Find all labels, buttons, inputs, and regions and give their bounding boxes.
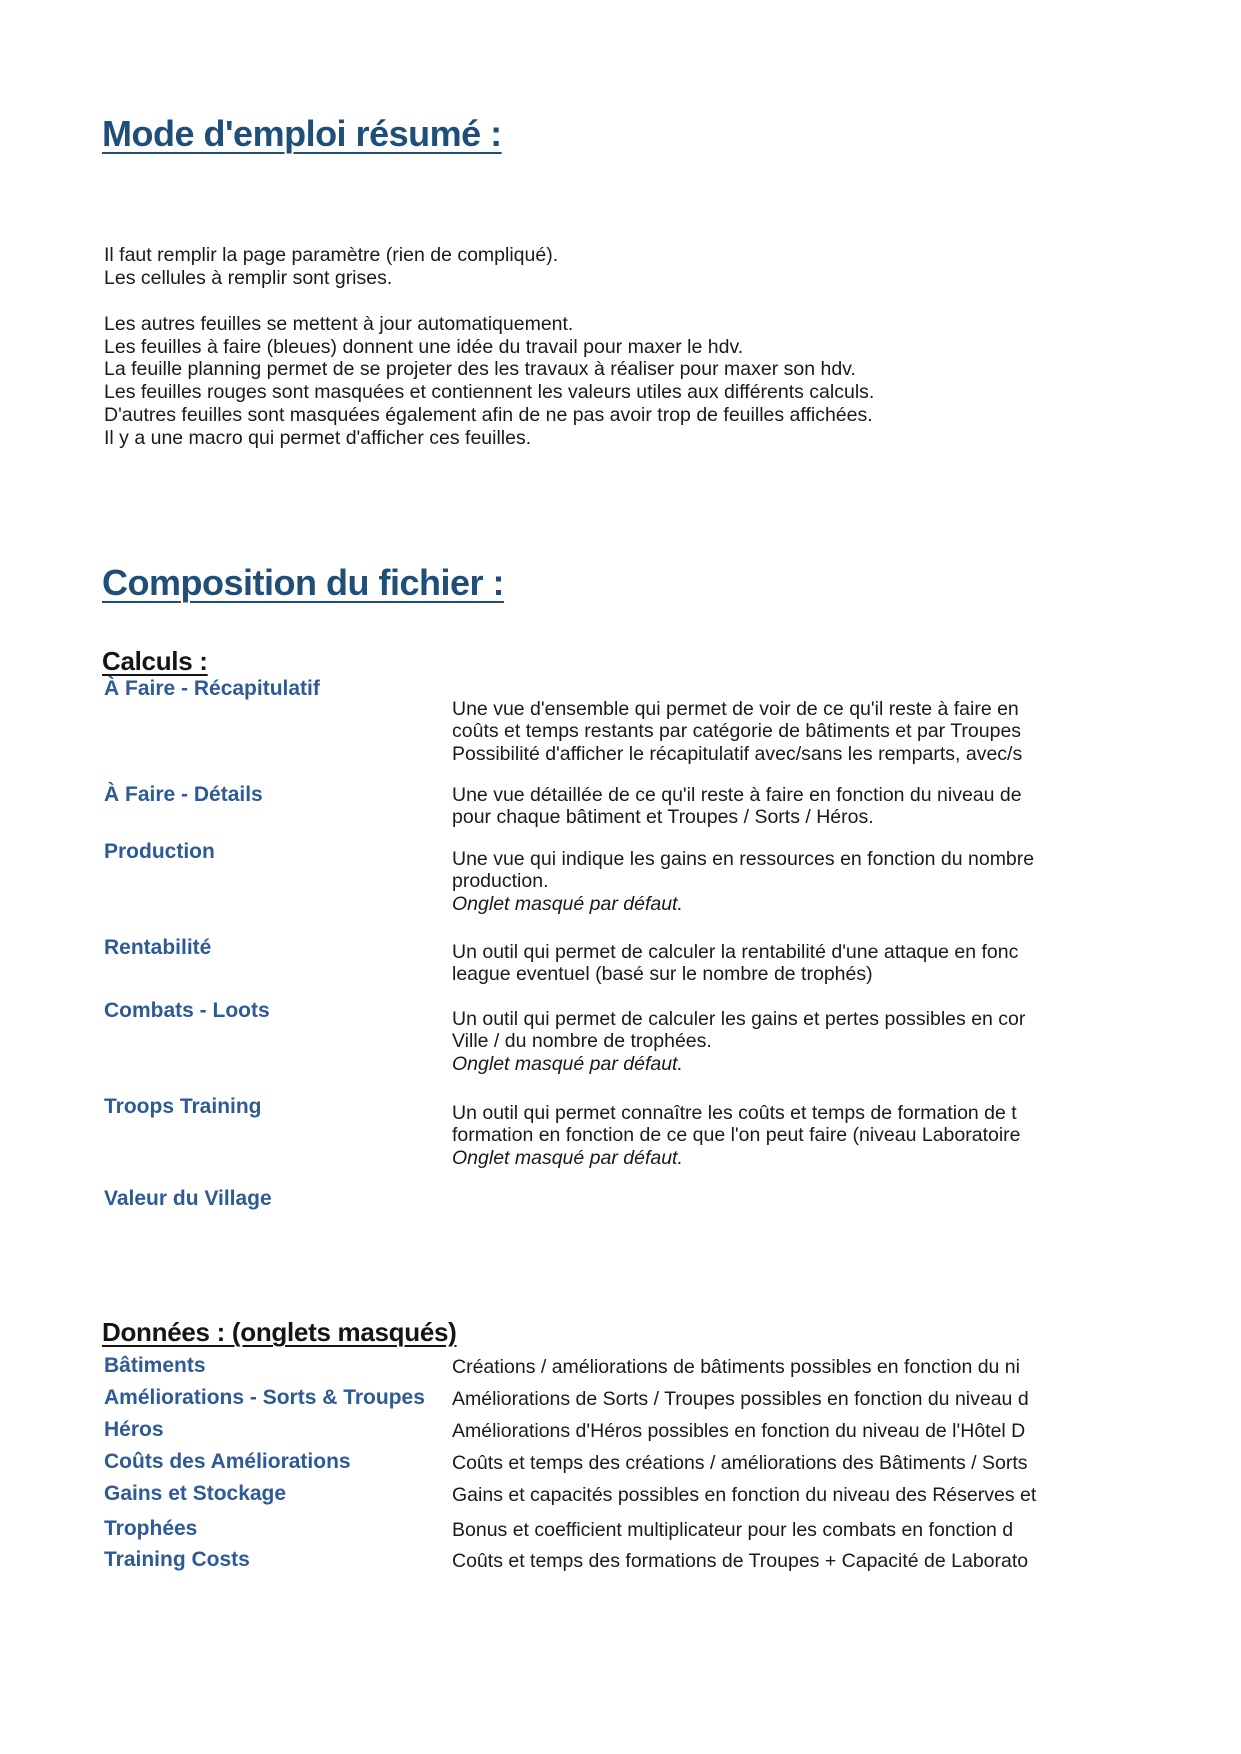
sheet-label-production: Production	[104, 840, 215, 863]
data-sheet-desc-ameliorations: Améliorations de Sorts / Troupes possibles en fonction du niveau d	[452, 1388, 1029, 1410]
desc-line: coûts et temps restants par catégorie de bâtiments et par Troupes	[452, 720, 1022, 743]
data-sheet-label-couts-ameliorations: Coûts des Améliorations	[104, 1450, 351, 1473]
sheet-desc-troops-training	[452, 1102, 1082, 1169]
desc-line: league eventuel (basé sur le nombre de trophés)	[452, 963, 873, 986]
page-title: Mode d'emploi résumé :	[102, 113, 502, 154]
desc-line: pour chaque bâtiment et Troupes / Sorts / Héros.	[452, 806, 874, 829]
data-sheet-desc-couts-ameliorations: Coûts et temps des créations / améliorations des Bâtiments / Sorts	[452, 1452, 1028, 1474]
desc-line: Une vue d'ensemble qui permet de voir de ce qu'il reste à faire en	[452, 698, 1019, 720]
intro-paragraph	[104, 244, 874, 450]
sheet-desc-combats-loots	[452, 1008, 1082, 1075]
intro-line	[104, 290, 874, 313]
intro-line: Les cellules à remplir sont grises.	[104, 266, 393, 289]
intro-line: Les feuilles à faire (bleues) donnent une idée du travail pour maxer le hdv.	[104, 335, 744, 358]
desc-line: Une vue qui indique les gains en ressources en fonction du nombre	[452, 848, 1035, 870]
donnees-heading: Données : (onglets masqués)	[102, 1317, 457, 1347]
data-sheet-label-heros: Héros	[104, 1418, 164, 1441]
desc-line: Un outil qui permet de calculer la rentabilité d'une attaque en fonc	[452, 941, 1019, 963]
data-sheet-label-gains-stockage: Gains et Stockage	[104, 1482, 287, 1505]
sheet-label-rentabilite: Rentabilité	[104, 936, 212, 959]
data-sheet-label-trophees: Trophées	[104, 1517, 198, 1540]
data-sheet-label-ameliorations: Améliorations - Sorts & Troupes	[104, 1386, 425, 1409]
desc-line: Ville / du nombre de trophées.	[452, 1030, 712, 1053]
data-sheet-label-training-costs: Training Costs	[104, 1548, 250, 1571]
desc-line: Une vue détaillée de ce qu'il reste à faire en fonction du niveau de	[452, 784, 1022, 806]
data-sheet-desc-heros: Améliorations d'Héros possibles en fonction du niveau de l'Hôtel D	[452, 1420, 1026, 1442]
sheet-desc-a-faire-recapitulatif	[452, 698, 1082, 765]
desc-note-hidden-tab: Onglet masqué par défaut.	[452, 1146, 683, 1169]
section-title-composition: Composition du fichier :	[102, 562, 504, 603]
desc-note-hidden-tab: Onglet masqué par défaut.	[452, 1052, 683, 1075]
desc-line: Un outil qui permet connaître les coûts et temps de formation de t	[452, 1102, 1017, 1124]
intro-line: Il y a une macro qui permet d'afficher ces feuilles.	[104, 427, 532, 450]
data-sheet-desc-batiments: Créations / améliorations de bâtiments possibles en fonction du ni	[452, 1356, 1020, 1378]
desc-line: formation en fonction de ce que l'on peut faire (niveau Laboratoire	[452, 1124, 1021, 1147]
intro-line: Il faut remplir la page paramètre (rien de compliqué).	[104, 244, 559, 266]
data-sheet-label-batiments: Bâtiments	[104, 1354, 206, 1377]
intro-line: La feuille planning permet de se projeter des les travaux à réaliser pour maxer son hdv.	[104, 358, 856, 381]
desc-note-hidden-tab: Onglet masqué par défaut.	[452, 892, 683, 915]
sheet-desc-rentabilite	[452, 941, 1082, 986]
data-sheet-desc-gains-stockage: Gains et capacités possibles en fonction du niveau des Réserves et	[452, 1484, 1037, 1506]
sheet-label-a-faire-details: À Faire - Détails	[104, 783, 263, 806]
sheet-desc-a-faire-details	[452, 784, 1082, 829]
intro-line: D'autres feuilles sont masquées également afin de ne pas avoir trop de feuilles affichées.	[104, 404, 873, 427]
sheet-label-combats-loots: Combats - Loots	[104, 999, 270, 1022]
desc-line: Possibilité d'afficher le récapitulatif avec/sans les remparts, avec/s	[452, 742, 1023, 765]
sheet-desc-production	[452, 848, 1082, 915]
desc-line: Un outil qui permet de calculer les gains et pertes possibles en cor	[452, 1008, 1026, 1030]
sheet-label-a-faire-recapitulatif: À Faire - Récapitulatif	[104, 677, 320, 700]
sheet-label-troops-training: Troops Training	[104, 1095, 262, 1118]
data-sheet-desc-training-costs: Coûts et temps des formations de Troupes + Capacité de Laborato	[452, 1550, 1029, 1572]
intro-line: Les feuilles rouges sont masquées et contiennent les valeurs utiles aux différents calculs.	[104, 381, 875, 404]
intro-line: Les autres feuilles se mettent à jour automatiquement.	[104, 312, 574, 335]
calculs-heading: Calculs :	[102, 646, 208, 676]
sheet-label-valeur-du-village: Valeur du Village	[104, 1187, 272, 1210]
desc-line: production.	[452, 870, 549, 893]
data-sheet-desc-trophees: Bonus et coefficient multiplicateur pour les combats en fonction d	[452, 1519, 1014, 1541]
